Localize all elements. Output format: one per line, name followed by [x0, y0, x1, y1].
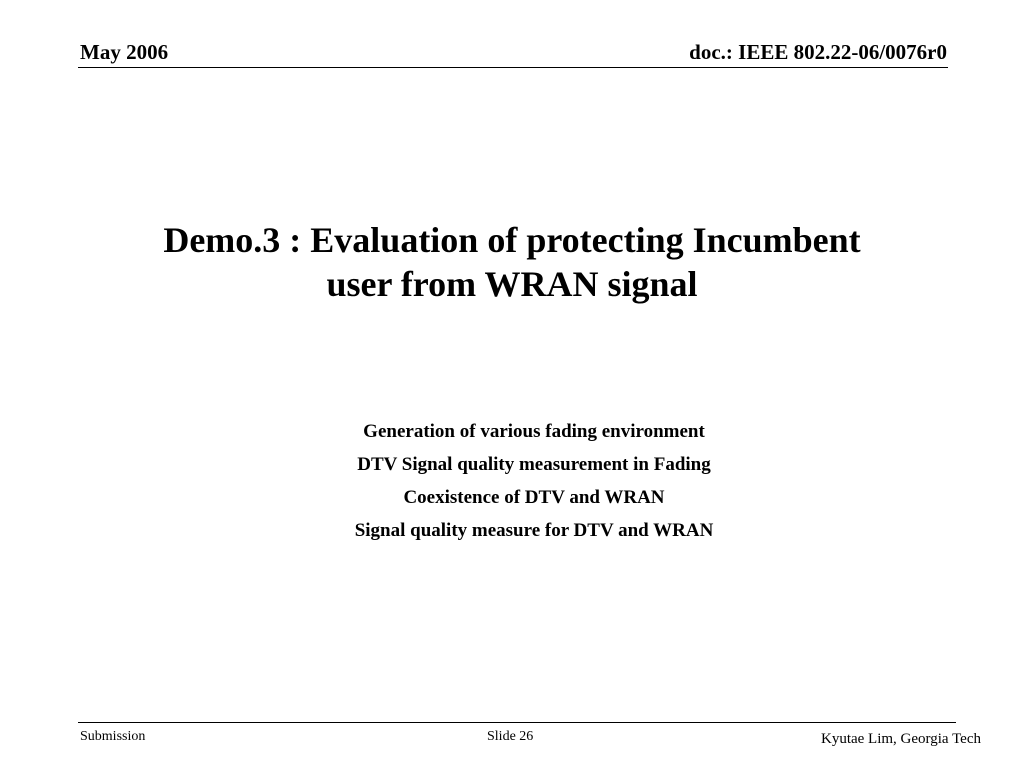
slide-title-line-2: user from WRAN signal [326, 264, 698, 304]
footer-divider [78, 722, 956, 723]
bullet-item: DTV Signal quality measurement in Fading [357, 454, 711, 475]
bullet-item: Coexistence of DTV and WRAN [403, 487, 665, 508]
slide-title [62, 218, 962, 306]
slide-title-line-1: Demo.3 : Evaluation of protecting Incumbent [163, 220, 861, 260]
header-date: May 2006 [80, 40, 169, 64]
header-divider [78, 67, 948, 68]
footer-slide-number: Slide 26 [487, 729, 534, 744]
footer-submission: Submission [80, 729, 146, 744]
footer-author: Kyutae Lim, Georgia Tech [820, 731, 981, 747]
slide-bullet-list [234, 416, 834, 548]
header-doc-id: doc.: IEEE 802.22-06/0076r0 [689, 40, 947, 64]
bullet-item: Signal quality measure for DTV and WRAN [354, 520, 714, 541]
bullet-item: Generation of various fading environment [363, 421, 705, 442]
